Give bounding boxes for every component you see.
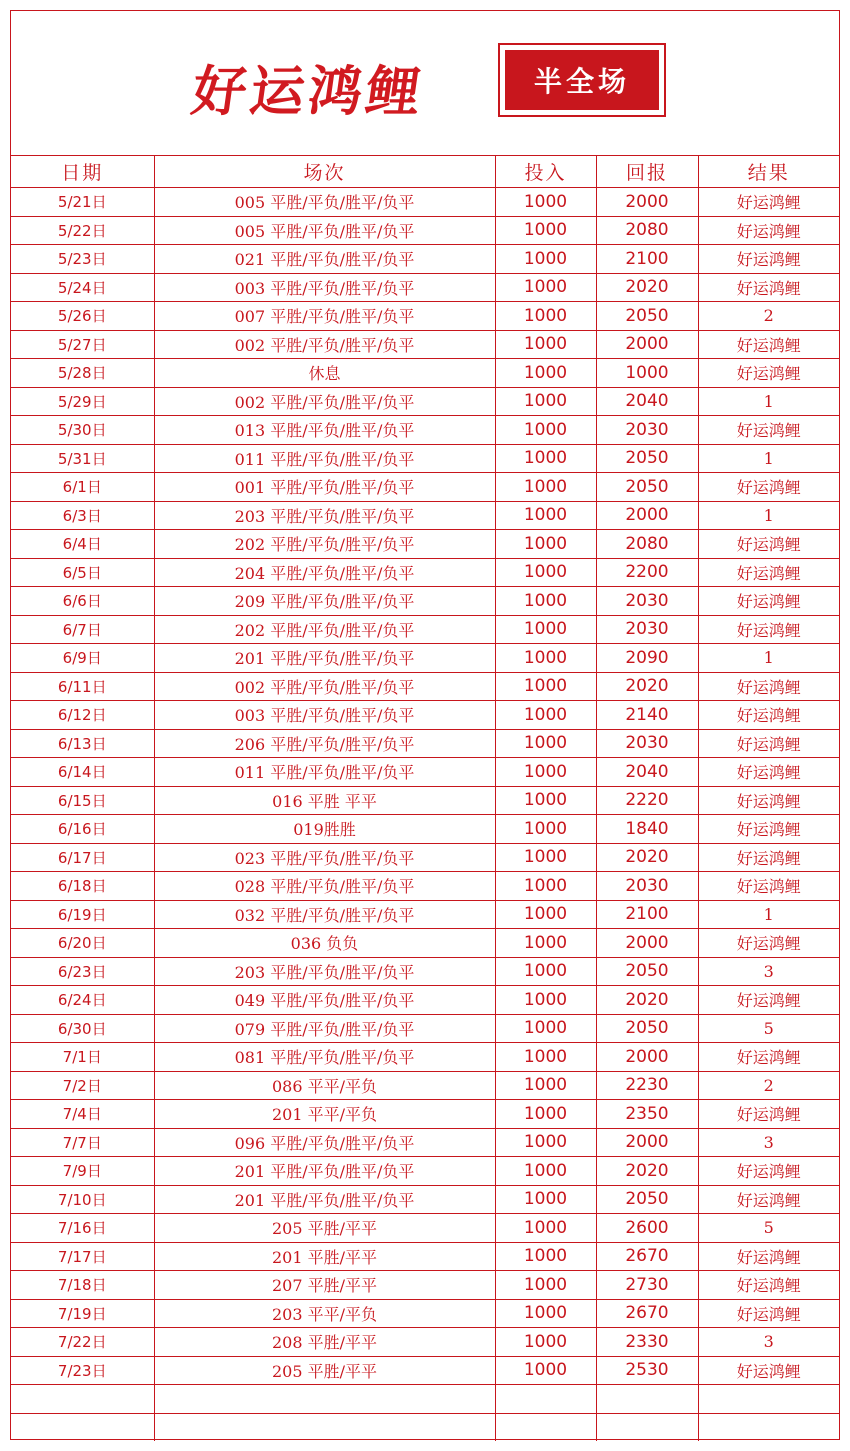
- table-row: [11, 444, 839, 473]
- return-cell: 2040: [596, 387, 698, 416]
- result-cell: 好运鸿鲤: [698, 273, 839, 302]
- result-cell: 1: [698, 444, 839, 473]
- return-cell: 2080: [596, 530, 698, 559]
- table-row: [11, 1071, 839, 1100]
- result-cell: 好运鸿鲤: [698, 188, 839, 217]
- return-cell: 2030: [596, 615, 698, 644]
- table-row: [11, 473, 839, 502]
- table-row: [11, 929, 839, 958]
- return-cell: 2670: [596, 1242, 698, 1271]
- date-cell: 5/24日: [11, 273, 154, 302]
- stake-cell: [495, 1385, 596, 1414]
- result-cell: 好运鸿鲤: [698, 786, 839, 815]
- date-cell: 6/6日: [11, 587, 154, 616]
- table-row: [11, 758, 839, 787]
- match-cell: [154, 1385, 495, 1414]
- result-cell: 3: [698, 1128, 839, 1157]
- return-cell: 2020: [596, 986, 698, 1015]
- return-cell: 2030: [596, 872, 698, 901]
- table-row: [11, 501, 839, 530]
- table-row: [11, 1299, 839, 1328]
- return-cell: 2000: [596, 188, 698, 217]
- header: [11, 11, 838, 156]
- match-cell: 205 平胜/平平: [154, 1356, 495, 1385]
- stake-cell: 1000: [495, 330, 596, 359]
- match-cell: 005 平胜/平负/胜平/负平: [154, 188, 495, 217]
- table-row: [11, 530, 839, 559]
- return-cell: 2020: [596, 1157, 698, 1186]
- return-cell: 1840: [596, 815, 698, 844]
- date-cell: 5/28日: [11, 359, 154, 388]
- stake-cell: 1000: [495, 558, 596, 587]
- table-row: [11, 1043, 839, 1072]
- result-cell: 5: [698, 1214, 839, 1243]
- match-cell: 002 平胜/平负/胜平/负平: [154, 672, 495, 701]
- date-cell: 5/21日: [11, 188, 154, 217]
- match-cell: 011 平胜/平负/胜平/负平: [154, 444, 495, 473]
- date-cell: [11, 1413, 154, 1441]
- stake-cell: 1000: [495, 815, 596, 844]
- result-cell: 好运鸿鲤: [698, 758, 839, 787]
- table-row: [11, 1128, 839, 1157]
- return-cell: 2220: [596, 786, 698, 815]
- result-cell: 好运鸿鲤: [698, 416, 839, 445]
- date-cell: 6/30日: [11, 1014, 154, 1043]
- return-cell: 2140: [596, 701, 698, 730]
- table-row: [11, 387, 839, 416]
- table-row: [11, 1413, 839, 1441]
- return-cell: 2050: [596, 302, 698, 331]
- result-cell: 3: [698, 1328, 839, 1357]
- column-header-match: 场次: [154, 156, 495, 188]
- return-cell: 2000: [596, 929, 698, 958]
- return-cell: 2530: [596, 1356, 698, 1385]
- stake-cell: 1000: [495, 1185, 596, 1214]
- result-cell: 好运鸿鲤: [698, 330, 839, 359]
- table-row: [11, 1157, 839, 1186]
- match-cell: 021 平胜/平负/胜平/负平: [154, 245, 495, 274]
- stake-cell: 1000: [495, 1014, 596, 1043]
- return-cell: 2090: [596, 644, 698, 673]
- date-cell: 6/4日: [11, 530, 154, 559]
- result-cell: 好运鸿鲤: [698, 701, 839, 730]
- table-row: [11, 644, 839, 673]
- table-row: [11, 1242, 839, 1271]
- date-cell: 7/22日: [11, 1328, 154, 1357]
- stake-cell: 1000: [495, 872, 596, 901]
- date-cell: 7/7日: [11, 1128, 154, 1157]
- match-cell: 007 平胜/平负/胜平/负平: [154, 302, 495, 331]
- page-title: 好运鸿鲤: [188, 59, 430, 123]
- match-cell: 019胜胜: [154, 815, 495, 844]
- stake-cell: 1000: [495, 900, 596, 929]
- return-cell: [596, 1385, 698, 1414]
- match-cell: 013 平胜/平负/胜平/负平: [154, 416, 495, 445]
- column-header-result: 结果: [698, 156, 839, 188]
- stake-cell: 1000: [495, 701, 596, 730]
- table-body: [11, 188, 839, 1442]
- result-cell: 好运鸿鲤: [698, 245, 839, 274]
- stake-cell: 1000: [495, 273, 596, 302]
- result-cell: 好运鸿鲤: [698, 1157, 839, 1186]
- date-cell: 7/19日: [11, 1299, 154, 1328]
- table-row: [11, 1100, 839, 1129]
- return-cell: 2050: [596, 957, 698, 986]
- return-cell: 2020: [596, 273, 698, 302]
- result-cell: 好运鸿鲤: [698, 1100, 839, 1129]
- table-row: [11, 558, 839, 587]
- match-cell: 207 平胜/平平: [154, 1271, 495, 1300]
- return-cell: 2080: [596, 216, 698, 245]
- result-cell: 好运鸿鲤: [698, 986, 839, 1015]
- match-cell: 203 平平/平负: [154, 1299, 495, 1328]
- return-cell: 1000: [596, 359, 698, 388]
- date-cell: 7/18日: [11, 1271, 154, 1300]
- table-row: [11, 815, 839, 844]
- date-cell: 7/1日: [11, 1043, 154, 1072]
- date-cell: 6/12日: [11, 701, 154, 730]
- stake-cell: 1000: [495, 188, 596, 217]
- match-cell: 206 平胜/平负/胜平/负平: [154, 729, 495, 758]
- result-cell: 好运鸿鲤: [698, 216, 839, 245]
- match-cell: 204 平胜/平负/胜平/负平: [154, 558, 495, 587]
- stake-cell: 1000: [495, 758, 596, 787]
- date-cell: 5/29日: [11, 387, 154, 416]
- date-cell: 5/23日: [11, 245, 154, 274]
- result-cell: 1: [698, 644, 839, 673]
- result-cell: 好运鸿鲤: [698, 672, 839, 701]
- return-cell: 2200: [596, 558, 698, 587]
- return-cell: 2030: [596, 587, 698, 616]
- return-cell: 2050: [596, 1185, 698, 1214]
- match-cell: 002 平胜/平负/胜平/负平: [154, 387, 495, 416]
- match-cell: 202 平胜/平负/胜平/负平: [154, 615, 495, 644]
- table-row: [11, 1328, 839, 1357]
- stake-cell: 1000: [495, 530, 596, 559]
- stamp-badge: [498, 43, 666, 117]
- match-cell: 079 平胜/平负/胜平/负平: [154, 1014, 495, 1043]
- table-row: [11, 1271, 839, 1300]
- result-cell: 好运鸿鲤: [698, 359, 839, 388]
- match-cell: 005 平胜/平负/胜平/负平: [154, 216, 495, 245]
- result-cell: [698, 1385, 839, 1414]
- match-cell: 201 平胜/平负/胜平/负平: [154, 644, 495, 673]
- stake-cell: 1000: [495, 1271, 596, 1300]
- return-cell: 2020: [596, 843, 698, 872]
- column-header-stake: 投入: [495, 156, 596, 188]
- result-cell: 2: [698, 302, 839, 331]
- return-cell: 2100: [596, 900, 698, 929]
- return-cell: 2050: [596, 1014, 698, 1043]
- result-cell: 好运鸿鲤: [698, 729, 839, 758]
- table-row: [11, 188, 839, 217]
- table-row: [11, 216, 839, 245]
- result-cell: 2: [698, 1071, 839, 1100]
- result-cell: 3: [698, 957, 839, 986]
- date-cell: 6/13日: [11, 729, 154, 758]
- match-cell: 209 平胜/平负/胜平/负平: [154, 587, 495, 616]
- return-cell: 2350: [596, 1100, 698, 1129]
- table-row: [11, 1356, 839, 1385]
- result-cell: 好运鸿鲤: [698, 872, 839, 901]
- result-cell: 好运鸿鲤: [698, 1271, 839, 1300]
- result-cell: 好运鸿鲤: [698, 843, 839, 872]
- stake-cell: 1000: [495, 1356, 596, 1385]
- stake-cell: 1000: [495, 387, 596, 416]
- date-cell: 5/31日: [11, 444, 154, 473]
- date-cell: 6/11日: [11, 672, 154, 701]
- result-cell: 好运鸿鲤: [698, 530, 839, 559]
- table-row: [11, 1014, 839, 1043]
- return-cell: 2330: [596, 1328, 698, 1357]
- match-cell: 036 负负: [154, 929, 495, 958]
- record-frame: [10, 10, 840, 1440]
- table-row: [11, 1214, 839, 1243]
- return-cell: 2030: [596, 729, 698, 758]
- table-row: [11, 587, 839, 616]
- return-cell: 2000: [596, 1043, 698, 1072]
- table-row: [11, 872, 839, 901]
- date-cell: 6/9日: [11, 644, 154, 673]
- result-cell: 好运鸿鲤: [698, 929, 839, 958]
- stake-cell: 1000: [495, 416, 596, 445]
- match-cell: 096 平胜/平负/胜平/负平: [154, 1128, 495, 1157]
- column-header-date: 日期: [11, 156, 154, 188]
- date-cell: 7/17日: [11, 1242, 154, 1271]
- results-table: [11, 155, 839, 1441]
- return-cell: 2670: [596, 1299, 698, 1328]
- stake-cell: 1000: [495, 929, 596, 958]
- date-cell: 7/2日: [11, 1071, 154, 1100]
- match-cell: 203 平胜/平负/胜平/负平: [154, 957, 495, 986]
- stake-cell: 1000: [495, 501, 596, 530]
- stake-cell: 1000: [495, 986, 596, 1015]
- return-cell: 2050: [596, 473, 698, 502]
- match-cell: 028 平胜/平负/胜平/负平: [154, 872, 495, 901]
- return-cell: 2000: [596, 1128, 698, 1157]
- stake-cell: 1000: [495, 216, 596, 245]
- table-row: [11, 273, 839, 302]
- stake-cell: 1000: [495, 587, 596, 616]
- date-cell: 7/23日: [11, 1356, 154, 1385]
- date-cell: 6/20日: [11, 929, 154, 958]
- date-cell: 7/4日: [11, 1100, 154, 1129]
- match-cell: 201 平胜/平负/胜平/负平: [154, 1157, 495, 1186]
- match-cell: 201 平平/平负: [154, 1100, 495, 1129]
- return-cell: 2020: [596, 672, 698, 701]
- result-cell: 好运鸿鲤: [698, 1356, 839, 1385]
- match-cell: [154, 1413, 495, 1441]
- date-cell: 5/26日: [11, 302, 154, 331]
- result-cell: 好运鸿鲤: [698, 587, 839, 616]
- result-cell: 好运鸿鲤: [698, 1185, 839, 1214]
- match-cell: 208 平胜/平平: [154, 1328, 495, 1357]
- stake-cell: 1000: [495, 1242, 596, 1271]
- return-cell: 2000: [596, 330, 698, 359]
- table-row: [11, 1385, 839, 1414]
- match-cell: 休息: [154, 359, 495, 388]
- date-cell: [11, 1385, 154, 1414]
- result-cell: 好运鸿鲤: [698, 558, 839, 587]
- date-cell: 6/16日: [11, 815, 154, 844]
- return-cell: [596, 1413, 698, 1441]
- stake-cell: 1000: [495, 729, 596, 758]
- match-cell: 081 平胜/平负/胜平/负平: [154, 1043, 495, 1072]
- match-cell: 201 平胜/平负/胜平/负平: [154, 1185, 495, 1214]
- stake-cell: [495, 1413, 596, 1441]
- return-cell: 2050: [596, 444, 698, 473]
- stake-cell: 1000: [495, 1100, 596, 1129]
- table-row: [11, 986, 839, 1015]
- result-cell: 好运鸿鲤: [698, 815, 839, 844]
- date-cell: 6/15日: [11, 786, 154, 815]
- stake-cell: 1000: [495, 957, 596, 986]
- table-row: [11, 359, 839, 388]
- stake-cell: 1000: [495, 1299, 596, 1328]
- result-cell: 1: [698, 501, 839, 530]
- table-row: [11, 729, 839, 758]
- stake-cell: 1000: [495, 644, 596, 673]
- stake-cell: 1000: [495, 615, 596, 644]
- return-cell: 2730: [596, 1271, 698, 1300]
- table-row: [11, 957, 839, 986]
- stake-cell: 1000: [495, 843, 596, 872]
- date-cell: 6/3日: [11, 501, 154, 530]
- date-cell: 7/10日: [11, 1185, 154, 1214]
- match-cell: 011 平胜/平负/胜平/负平: [154, 758, 495, 787]
- date-cell: 6/19日: [11, 900, 154, 929]
- result-cell: 1: [698, 387, 839, 416]
- table-row: [11, 245, 839, 274]
- result-cell: 好运鸿鲤: [698, 1299, 839, 1328]
- table-row: [11, 900, 839, 929]
- match-cell: 049 平胜/平负/胜平/负平: [154, 986, 495, 1015]
- stake-cell: 1000: [495, 1128, 596, 1157]
- date-cell: 5/22日: [11, 216, 154, 245]
- match-cell: 001 平胜/平负/胜平/负平: [154, 473, 495, 502]
- stake-cell: 1000: [495, 1214, 596, 1243]
- table-row: [11, 786, 839, 815]
- match-cell: 032 平胜/平负/胜平/负平: [154, 900, 495, 929]
- date-cell: 6/7日: [11, 615, 154, 644]
- stake-cell: 1000: [495, 672, 596, 701]
- stake-cell: 1000: [495, 1157, 596, 1186]
- return-cell: 2230: [596, 1071, 698, 1100]
- result-cell: [698, 1413, 839, 1441]
- date-cell: 6/23日: [11, 957, 154, 986]
- table-header-row: [11, 156, 839, 188]
- result-cell: 好运鸿鲤: [698, 1043, 839, 1072]
- result-cell: 5: [698, 1014, 839, 1043]
- return-cell: 2100: [596, 245, 698, 274]
- stake-cell: 1000: [495, 444, 596, 473]
- return-cell: 2600: [596, 1214, 698, 1243]
- date-cell: 7/9日: [11, 1157, 154, 1186]
- date-cell: 5/30日: [11, 416, 154, 445]
- date-cell: 6/14日: [11, 758, 154, 787]
- date-cell: 6/24日: [11, 986, 154, 1015]
- table-row: [11, 672, 839, 701]
- result-cell: 好运鸿鲤: [698, 473, 839, 502]
- result-cell: 好运鸿鲤: [698, 615, 839, 644]
- table-row: [11, 701, 839, 730]
- stamp-label: 半全场: [505, 50, 659, 110]
- match-cell: 086 平平/平负: [154, 1071, 495, 1100]
- table-row: [11, 843, 839, 872]
- result-cell: 好运鸿鲤: [698, 1242, 839, 1271]
- stake-cell: 1000: [495, 1043, 596, 1072]
- table-row: [11, 615, 839, 644]
- match-cell: 003 平胜/平负/胜平/负平: [154, 701, 495, 730]
- match-cell: 205 平胜/平平: [154, 1214, 495, 1243]
- date-cell: 6/5日: [11, 558, 154, 587]
- match-cell: 002 平胜/平负/胜平/负平: [154, 330, 495, 359]
- date-cell: 5/27日: [11, 330, 154, 359]
- stake-cell: 1000: [495, 359, 596, 388]
- date-cell: 6/18日: [11, 872, 154, 901]
- stake-cell: 1000: [495, 245, 596, 274]
- return-cell: 2030: [596, 416, 698, 445]
- return-cell: 2040: [596, 758, 698, 787]
- stake-cell: 1000: [495, 1328, 596, 1357]
- table-row: [11, 416, 839, 445]
- stake-cell: 1000: [495, 786, 596, 815]
- result-cell: 1: [698, 900, 839, 929]
- match-cell: 203 平胜/平负/胜平/负平: [154, 501, 495, 530]
- match-cell: 201 平胜/平平: [154, 1242, 495, 1271]
- table-row: [11, 302, 839, 331]
- stake-cell: 1000: [495, 1071, 596, 1100]
- match-cell: 023 平胜/平负/胜平/负平: [154, 843, 495, 872]
- match-cell: 003 平胜/平负/胜平/负平: [154, 273, 495, 302]
- date-cell: 7/16日: [11, 1214, 154, 1243]
- return-cell: 2000: [596, 501, 698, 530]
- stake-cell: 1000: [495, 302, 596, 331]
- match-cell: 016 平胜 平平: [154, 786, 495, 815]
- table-row: [11, 1185, 839, 1214]
- column-header-return: 回报: [596, 156, 698, 188]
- date-cell: 6/17日: [11, 843, 154, 872]
- stake-cell: 1000: [495, 473, 596, 502]
- table-row: [11, 330, 839, 359]
- date-cell: 6/1日: [11, 473, 154, 502]
- match-cell: 202 平胜/平负/胜平/负平: [154, 530, 495, 559]
